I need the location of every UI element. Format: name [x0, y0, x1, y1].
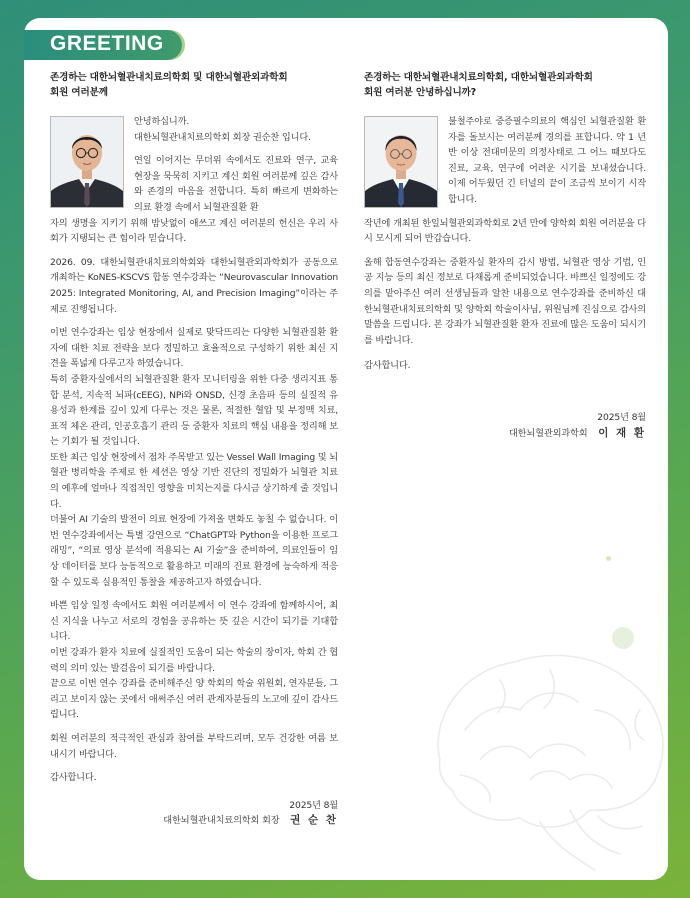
left-heading-line2: 회원 여러분께	[50, 87, 108, 98]
brain-watermark-icon	[420, 640, 680, 885]
left-sign-name: 권 순 찬	[290, 814, 338, 827]
left-paragraph-9: 회원 여러분의 적극적인 관심과 참여를 부탁드리며, 모두 건강한 여름 보내시기 바랍니다.	[50, 732, 338, 760]
right-heading-line1: 존경하는 대한뇌혈관내치료의학회, 대한뇌혈관외과학회	[364, 72, 593, 83]
left-intro-paragraph: 연일 이어지는 무더위 속에서도 진료와 연구, 교육 현장을 묵묵히 지키고 계신 회원 여러분께 깊은 감사와 존경의 마음을 전합니다. 특히 빠르게 변화하는 의료 환경 속에서 뇌혈관질환 환	[134, 155, 338, 213]
left-closing: 감사합니다.	[50, 772, 97, 784]
left-paragraph-1: 2026. 09. 대한뇌혈관내치료의학회와 대한뇌혈관외과학회가 공동으로 개최하는 KoNES-KSCVS 합동 연수강좌는 “Neurovascular Innovation 2025: Integrated Monitoring, AI, and Precision Imaging”이라는 주제로 진행됩니다.	[50, 256, 338, 315]
decor-dot	[606, 556, 611, 561]
right-signature	[364, 426, 646, 442]
left-paragraph-5: 더불어 AI 기술의 발전이 의료 현장에 가져올 변화도 놓칠 수 없습니다. 이번 연수강좌에서는 특별 강연으로 “ChatGPT와 Python을 이용한 프로그래밍”, “의료 영상 분석에 적용되는 AI 기술”을 준비하여, 의료인들이 임상 데이터를 보다 능동적으로 활용하고 미래의 진료 환경에 능숙하게 적응할 수 있도록 실용적인 통찰을 제공하고자 하였습니다.	[50, 514, 338, 588]
left-paragraph-3: 특히 중환자실에서의 뇌혈관질환 환자 모니터링을 위한 다중 생리지표 통합 분석, 지속적 뇌파(cEEG), NPi와 ONSD, 신경 초음파 등의 실질적 유용성과 한계를 깊이 있게 다루는 것은 물론, 적절한 혈압 및 부정맥 치료, 표적 체온 관리, 인공호흡기 관리 등 중환자 치료의 핵심 내용을 정리해 보는 기회가 될 것입니다.	[50, 373, 338, 448]
left-sign-title: 대한뇌혈관내치료의학회 회장	[163, 815, 280, 827]
right-heading-line2: 회원 여러분 안녕하십니까?	[364, 87, 477, 98]
section-tab	[24, 30, 182, 60]
president-photo	[50, 116, 124, 208]
greeting-text: 안녕하십니까.	[134, 116, 190, 127]
left-paragraph-4: 또한 최근 임상 현장에서 점차 주목받고 있는 Vessel Wall Imaging 및 뇌혈관 병리학을 주제로 한 세션은 영상 기반 진단의 정밀화가 뇌혈관 치료의 예후에 얼마나 직접적인 영향을 미치는지를 다시금 상기하게 줄 것입니다.	[50, 451, 338, 510]
left-intro-paragraph-continued: 자의 생명을 지키기 위해 밤낮없이 애쓰고 계신 여러분의 헌신은 우리 사회가 지탱되는 큰 힘이라 믿습니다.	[50, 217, 338, 245]
left-paragraph-8: 끝으로 이번 연수 강좌를 준비해주신 양 학회의 학술 위원회, 연자분들, 그리고 보이지 않는 곳에서 애써주신 여러 관계자분들의 노고에 깊이 감사드립니다.	[50, 678, 338, 721]
right-sign-name: 이 재 환	[598, 426, 646, 439]
right-paragraph-2: 올해 합동연수강좌는 중환자실 환자의 감시 방법, 뇌혈관 영상 기법, 인공 지능 등의 최신 정보로 다채롭게 준비되었습니다. 바쁘신 일정에도 강의를 맡아주신 여러 선생님들과 알찬 내용으로 연수강좌를 준비하신 대한뇌혈관내치료의학회 및 양학회 학술이사님, 위원님께 진심으로 감사의 말씀을 드립니다. 본 강좌가 뇌혈관질환 환자 진료에 많은 도움이 되시기를 바랍니다.	[364, 256, 646, 346]
left-heading-line1: 존경하는 대한뇌혈관내치료의학회 및 대한뇌혈관외과학회	[50, 72, 288, 83]
self-intro-text: 대한뇌혈관내치료의학회 회장 권순찬 입니다.	[134, 131, 311, 143]
left-date: 2025년 8월	[289, 799, 338, 811]
left-paragraph-6: 바쁜 임상 일정 속에서도 회원 여러분께서 이 연수 강좌에 함께하시어, 최신 지식을 나누고 서로의 경험을 공유하는 뜻 깊은 시간이 되기를 기대합니다.	[50, 600, 338, 643]
right-intro	[364, 114, 646, 208]
right-intro-text	[448, 114, 646, 208]
right-paragraph-1: 작년에 개최된 한일뇌혈관외과학회로 2년 만에 양학회 회원 여러분을 다시 모시게 되어 반갑습니다.	[364, 217, 646, 245]
left-signature	[50, 813, 338, 829]
left-intro-text	[134, 114, 338, 216]
right-sign-title: 대한뇌혈관외과학회	[508, 427, 588, 439]
left-intro	[50, 114, 338, 247]
right-column	[364, 70, 646, 441]
left-paragraph-2: 이번 연수강좌는 임상 현장에서 실제로 맞닥뜨리는 다양한 뇌혈관질환 환자에 대한 치료 전략을 보다 정밀하고 효율적으로 구성하기 위한 최신 지견을 폭넓게 다루고자 하였습니다.	[50, 327, 338, 370]
right-date: 2025년 8월	[597, 411, 646, 423]
chairman-photo	[364, 116, 438, 208]
left-column	[50, 70, 338, 829]
section-title: GREETING	[50, 32, 164, 55]
left-paragraph-7: 이번 강좌가 환자 치료에 실질적인 도움이 되는 학술의 장이자, 학회 간 협력의 의미 있는 발걸음이 되기를 바랍니다.	[50, 647, 338, 674]
right-intro-paragraph: 불철주야로 중증필수의료의 핵심인 뇌혈관질환 환자를 돌보시는 여러분께 경의를 표합니다. 약 1 년 반 이상 전대미문의 의정사태로 그 어느 때보다도 진료, 교육, 연구에 어려운 시기를 보내셨습니다. 이제 어두웠던 긴 터널의 끝이 조금씩 보이기 시작합니다.	[448, 116, 646, 205]
right-closing: 감사합니다.	[364, 360, 411, 372]
